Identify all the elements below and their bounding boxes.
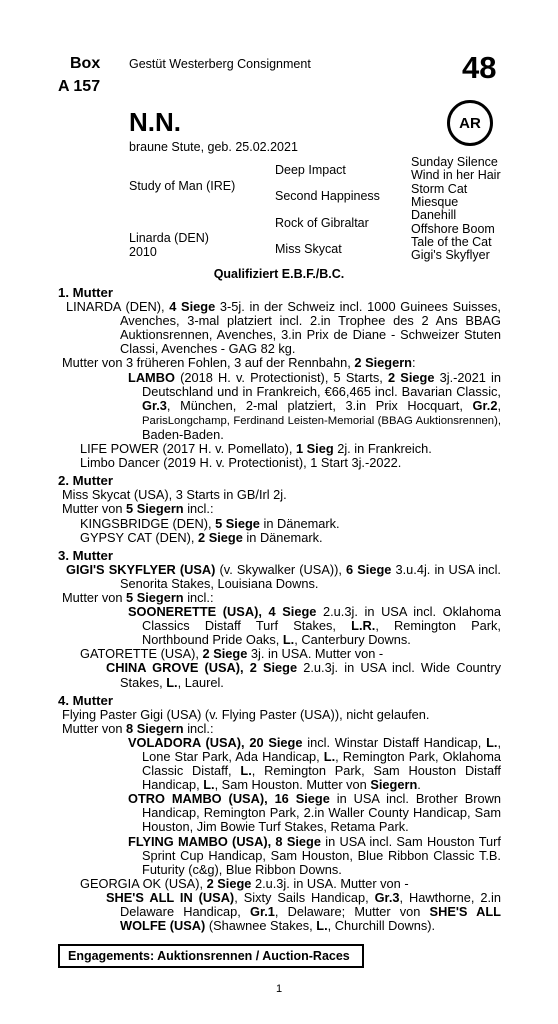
pedigree-sire: Study of Man (IRE) bbox=[129, 179, 236, 193]
granddam-record: Miss Skycat (USA), 3 Starts in GB/Irl 2j. bbox=[62, 487, 287, 503]
pedigree-dam-year: 2010 bbox=[129, 245, 157, 259]
pedigree-dam-dam: Miss Skycat bbox=[275, 242, 342, 256]
horse-description: braune Stute, geb. 25.02.2021 bbox=[129, 140, 298, 154]
pedigree-sire-sire: Deep Impact bbox=[275, 163, 346, 177]
pedigree-dam: Linarda (DEN) bbox=[129, 231, 209, 245]
fourth-dam-produce-summary: Mutter von 8 Siegern incl.: bbox=[62, 720, 214, 736]
catalogue-entry bbox=[58, 285, 501, 933]
section-heading-3: 3. Mutter bbox=[58, 547, 113, 563]
produce-entry: OTRO MAMBO (USA), 16 Siege in USA incl. Brother Brown Handicap, Remington Park, 2.in Waller County Handicap, Sam Houston, Jim Bowie Turf Stakes, Retama Park. bbox=[128, 791, 501, 835]
pedigree-gen3-1: Sunday Silence bbox=[411, 155, 498, 169]
horse-name: N.N. bbox=[129, 107, 181, 137]
page-number: 1 bbox=[275, 983, 283, 995]
pedigree-gen3-8: Gigi's Skyflyer bbox=[411, 248, 490, 262]
engagements-label: Engagements: Auktionsrennen / Auction-Races bbox=[68, 949, 350, 963]
ar-badge-label: AR bbox=[459, 114, 481, 132]
produce-entry: LIFE POWER (2017 H. v. Pomellato), 1 Sieg 2j. in Frankreich. bbox=[80, 441, 432, 457]
section-heading-1: 1. Mutter bbox=[58, 285, 113, 300]
pedigree-gen3-6: Offshore Boom bbox=[411, 222, 495, 236]
pedigree-gen3-2: Wind in her Hair bbox=[411, 168, 501, 182]
pedigree-gen3-7: Tale of the Cat bbox=[411, 235, 492, 249]
produce-entry: GATORETTE (USA), 2 Siege 3j. in USA. Mutter von - bbox=[80, 646, 384, 662]
pedigree-gen3-5: Danehill bbox=[411, 208, 457, 222]
box-label: Box bbox=[70, 55, 101, 72]
produce-entry: SHE'S ALL IN (USA), Sixty Sails Handicap, Gr.3, Hawthorne, 2.in Delaware Handicap, Gr.1, Delaware; Mutter von SHE'S ALL WOLFE (USA) (Shawnee Stakes, L., Churchill Downs). bbox=[106, 889, 501, 934]
qualification-note: Qualifiziert E.B.F./B.C. bbox=[213, 267, 345, 281]
ar-badge-icon bbox=[447, 100, 493, 146]
lot-number: 48 bbox=[462, 50, 497, 85]
dam-produce-summary: Mutter von 3 früheren Fohlen, 3 auf der Rennbahn, 2 Siegern: bbox=[62, 355, 416, 371]
pedigree-dam-sire: Rock of Gibraltar bbox=[275, 216, 369, 230]
third-dam-record: GIGI'S SKYFLYER (USA) (v. Skywalker (USA)), 6 Siege 3.u.4j. in USA incl. Senorita Stakes, Louisiana Downs. bbox=[66, 561, 501, 591]
section-heading-2: 2. Mutter bbox=[58, 473, 113, 489]
fourth-dam-record: Flying Paster Gigi (USA) (v. Flying Paster (USA)), nicht gelaufen. bbox=[62, 706, 430, 722]
pedigree-gen3-3: Storm Cat bbox=[411, 182, 468, 196]
pedigree-gen3-4: Miesque bbox=[411, 195, 459, 209]
produce-entry: LAMBO (2018 H. v. Protectionist), 5 Starts, 2 Siege 3j.-2021 in Deutschland und in Frankreich, €66,465 incl. Bavarian Classic, Gr.3, München, 2-mal platziert, 3.in Prix Hocquart, Gr.2, ParisLongchamp, Ferdinand Leisten-Memorial (BBAG Auktionsrennen), Baden-Baden. bbox=[128, 369, 501, 442]
produce-entry: GEORGIA OK (USA), 2 Siege 2.u.3j. in USA. Mutter von - bbox=[80, 875, 409, 891]
dam-record: LINARDA (DEN), 4 Siege 3-5j. in der Schweiz incl. 1000 Guinees Suisses, Avenches, 3-mal platziert incl. 2.in Trophee des 2 Ans BBAG Auktionsrennen, Avenches, 3.in Prix de Diane - Schweizer Stuten Classi, Avenches - GAG 82 kg. bbox=[66, 299, 501, 357]
section-heading-4: 4. Mutter bbox=[58, 692, 113, 708]
produce-entry: SOONERETTE (USA), 4 Siege 2.u.3j. in USA incl. Oklahoma Classics Distaff Turf Stakes, L.R., Remington Park, Northbound Pride Oaks, L., Canterbury Downs. bbox=[128, 604, 501, 648]
produce-entry: VOLADORA (USA), 20 Siege incl. Winstar Distaff Handicap, L., Lone Star Park, Ada Handicap, L., Remington Park, Oklahoma Classic Distaff, L., Remington Park, Sam Houston Distaff Handicap, L., Sam Houston. Mutter von Siegern. bbox=[128, 734, 501, 793]
engagements-box bbox=[58, 944, 364, 968]
produce-entry: KINGSBRIDGE (DEN), 5 Siege in Dänemark. bbox=[80, 515, 340, 531]
produce-entry: FLYING MAMBO (USA), 8 Siege in USA incl. Sam Houston Turf Sprint Cup Handicap, Sam Houston, Blue Ribbon Classic T.B. Futurity (c&g), Blue Ribbon Downs. bbox=[128, 833, 501, 877]
granddam-produce-summary: Mutter von 5 Siegern incl.: bbox=[62, 501, 214, 517]
produce-entry: CHINA GROVE (USA), 2 Siege 2.u.3j. in USA incl. Wide Country Stakes, L., Laurel. bbox=[106, 660, 502, 690]
third-dam-produce-summary: Mutter von 5 Siegern incl.: bbox=[62, 589, 214, 605]
box-number: A 157 bbox=[58, 78, 101, 95]
pedigree-sire-dam: Second Happiness bbox=[275, 189, 380, 203]
produce-entry: GYPSY CAT (DEN), 2 Siege in Dänemark. bbox=[80, 529, 323, 545]
consignor-name: Gestüt Westerberg Consignment bbox=[129, 57, 311, 71]
produce-entry: Limbo Dancer (2019 H. v. Protectionist), 1 Start 3j.-2022. bbox=[80, 455, 402, 471]
